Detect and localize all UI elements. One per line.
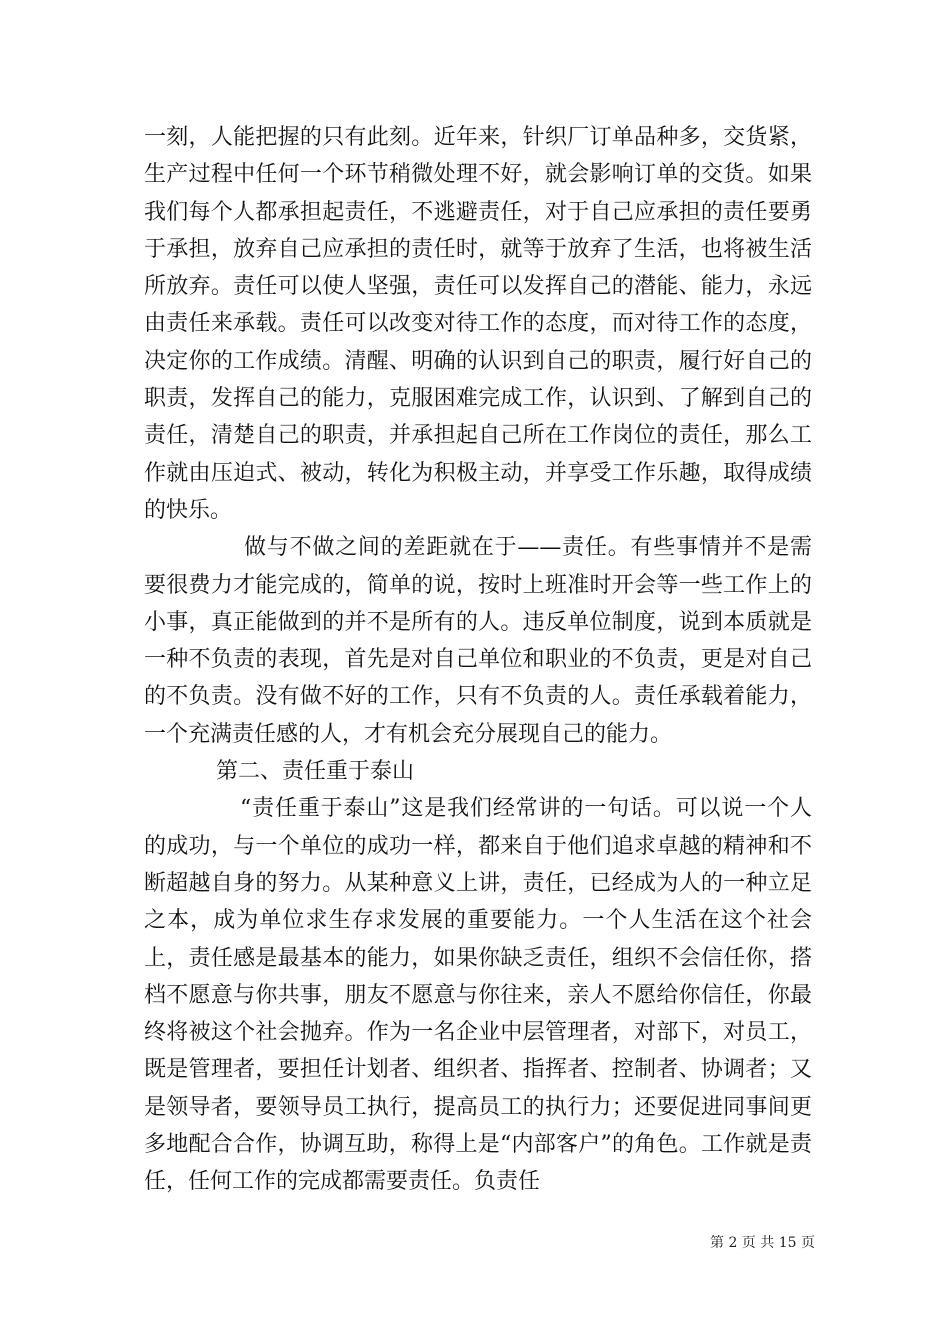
section-heading: 第二、责任重于泰山: [216, 759, 415, 785]
paragraph-responsibility: “责任重于泰山”这是我们经常讲的一句话。可以说一个人的成功，与一个单位的成功一样，都来自于他们追求卓越的精神和不断超越自身的努力。从某种意义上讲，责任，已经成为人的一种立足之本，成为单位求生存求发展的重要能力。一个人生活在这个社会上，责任感是最基本的能力，如果你缺乏责任，组织不会信任你，搭档不愿意与你共事，朋友不愿意与你往来，亲人不愿给你信任，你最终将被这个社会抛弃。作为一名企业中层管理者，对部下，对员工，既是管理者，要担任计划者、组织者、指挥者、控制者、协调者；又是领导者，要领导员工执行，提高员工的执行力；还要促进同事间更多地配合合作，协调互助，称得上是“内部客户”的角色。工作就是责任，任何工作的完成都需要责任。负责任: [144, 796, 812, 1195]
paragraph-difference: 做与不做之间的差距就在于——责任。有些事情并不是需要很费力才能完成的，简单的说，按时上班准时开会等一些工作上的小事，真正能做到的并不是所有的人。违反单位制度，说到本质就是一种不负责的表现，首先是对自己单位和职业的不负责，更是对自己的不负责。没有做不好的工作，只有不负责的人。责任承载着能力，一个充满责任感的人，才有机会充分展现自己的能力。: [144, 535, 812, 747]
paragraph-continuation: 一刻，人能把握的只有此刻。近年来，针织厂订单品种多，交货紧，生产过程中任何一个环节稍微处理不好，就会影响订单的交货。如果我们每个人都承担起责任，不逃避责任，对于自己应承担的责任要勇于承担，放弃自己应承担的责任时，就等于放弃了生活，也将被生活所放弃。责任可以使人坚强，责任可以发挥自己的潜能、能力，永远由责任来承载。责任可以改变对待工作的态度，而对待工作的态度，决定你的工作成绩。清醒、明确的认识到自己的职责，履行好自己的职责，发挥自己的能力，克服困难完成工作，认识到、了解到自己的责任，清楚自己的职责，并承担起自己所在工作岗位的责任，那么工作就由压迫式、被动，转化为积极主动，并享受工作乐趣，取得成绩的快乐。: [144, 125, 812, 523]
document-body: [144, 119, 812, 1201]
page-number: 第 2 页 共 15 页: [710, 1235, 815, 1251]
